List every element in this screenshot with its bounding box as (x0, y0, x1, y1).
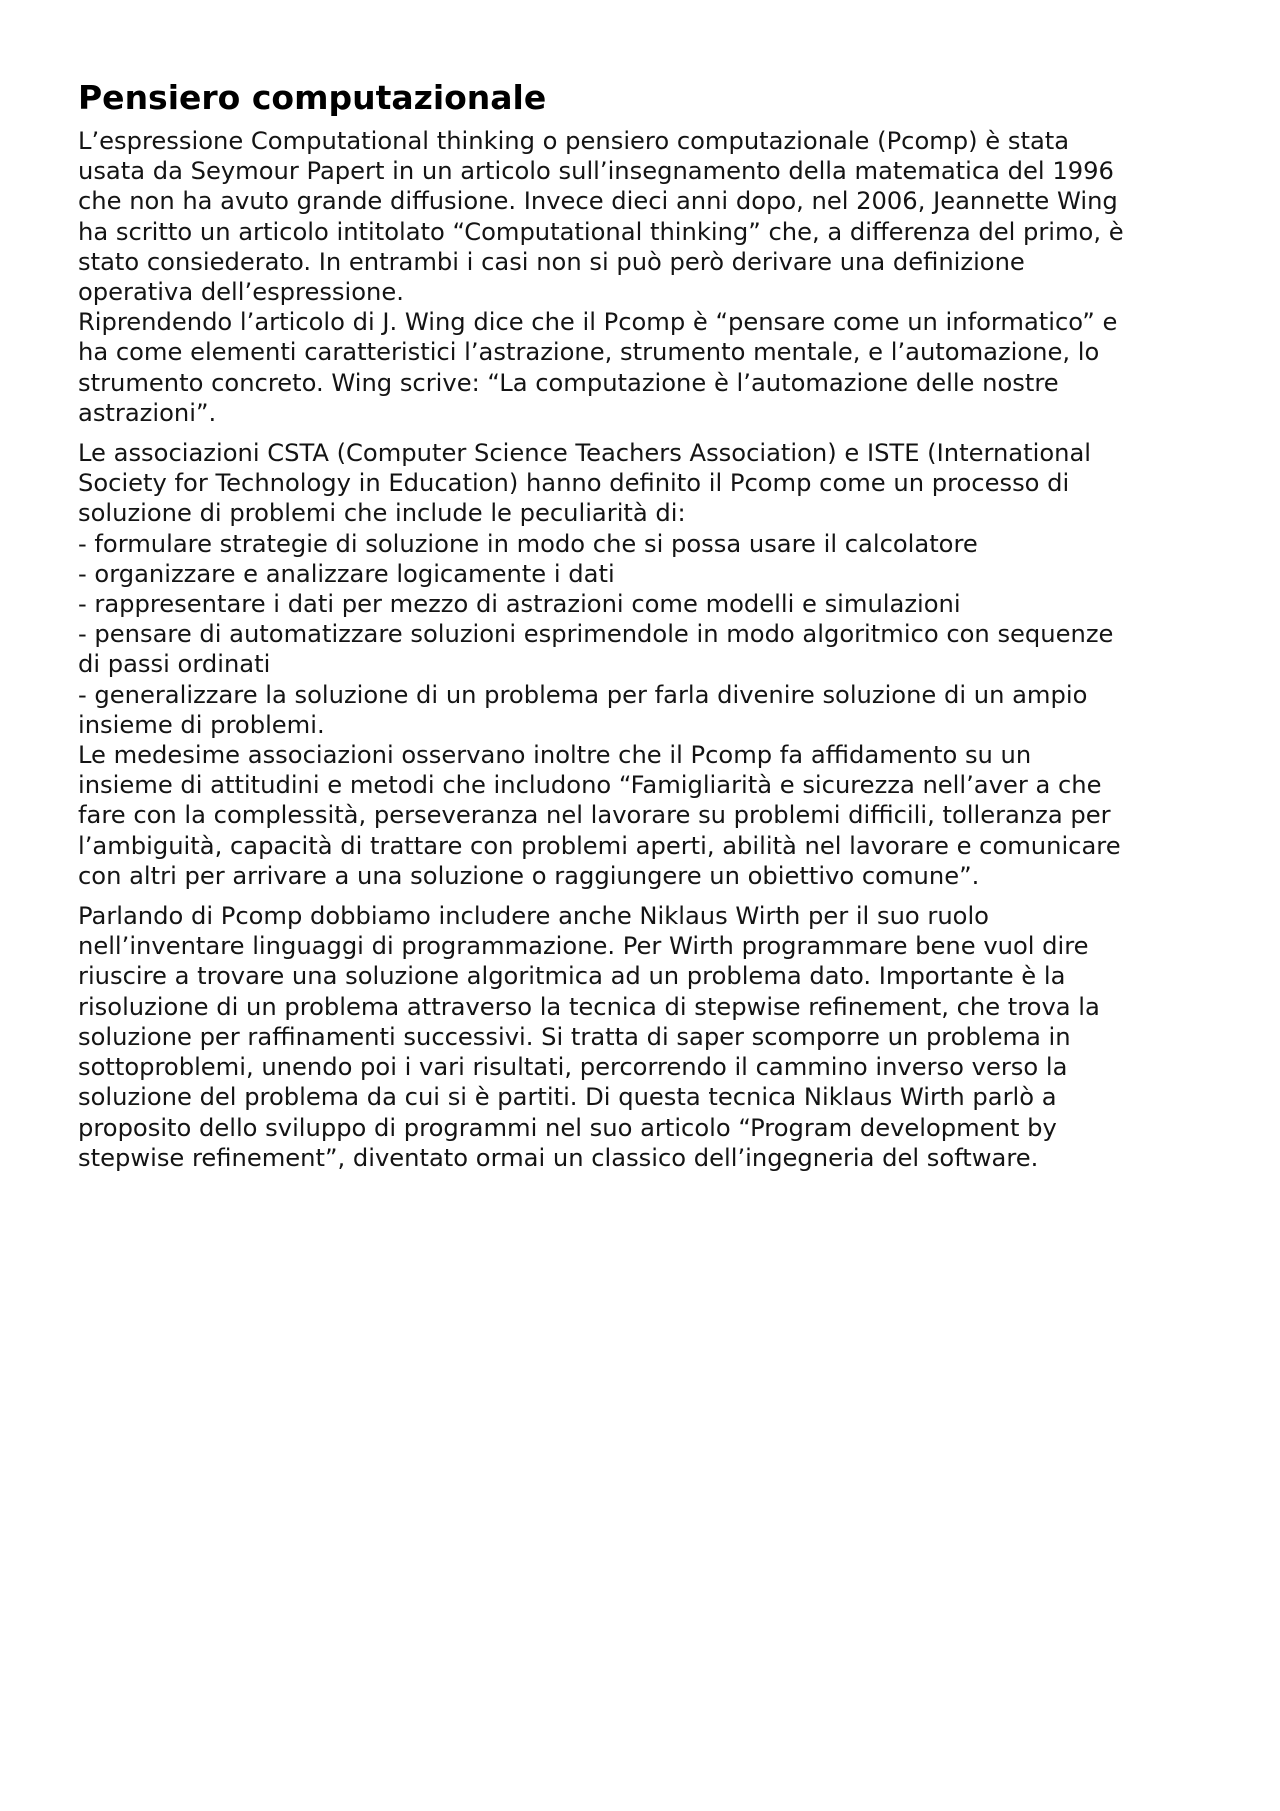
text-line: soluzione per raffinamenti successivi. Si tratta di saper scomporre un problema in (78, 1022, 1071, 1051)
list-item: - organizzare e analizzare logicamente i dati (78, 559, 615, 588)
text-line: proposito dello sviluppo di programmi nel suo articolo “Program development by (78, 1113, 1057, 1142)
paragraph-wirth (78, 901, 1218, 1173)
list-item: - rappresentare i dati per mezzo di astrazioni come modelli e simulazioni (78, 590, 961, 619)
text-line: Society for Technology in Education) hanno definito il Pcomp come un processo di (78, 469, 1070, 498)
list-item: - pensare di automatizzare soluzioni esprimendole in modo algoritmico con sequenze (78, 620, 1114, 649)
text-line: con altri per arrivare a una soluzione o raggiungere un obiettivo comune”. (78, 861, 980, 890)
text-line: nell’inventare linguaggi di programmazione. Per Wirth programmare bene vuol dire (78, 932, 1089, 961)
list-item: - formulare strategie di soluzione in modo che si possa usare il calcolatore (78, 529, 978, 558)
text-line: insieme di attitudini e metodi che includono “Famigliarità e sicurezza nell’aver a che (78, 771, 1102, 800)
text-line: l’ambiguità, capacità di trattare con problemi aperti, abilità nel lavorare e comunicare (78, 831, 1121, 860)
text-line: riuscire a trovare una soluzione algoritmica ad un problema dato. Importante è la (78, 962, 1066, 991)
text-line: sottoproblemi, unendo poi i vari risultati, percorrendo il cammino inverso verso la (78, 1053, 1068, 1082)
paragraph-attitudes (78, 740, 1218, 891)
text-line: ha come elementi caratteristici l’astrazione, strumento mentale, e l’automazione, lo (78, 338, 1100, 367)
document-page (78, 76, 1218, 1173)
text-line: ha scritto un articolo intitolato “Computational thinking” che, a differenza del primo, è (78, 217, 1124, 246)
text-line: Le medesime associazioni osservano inoltre che il Pcomp fa affidamento su un (78, 741, 1032, 770)
text-line: Parlando di Pcomp dobbiamo includere anche Niklaus Wirth per il suo ruolo (78, 902, 989, 931)
paragraph-csta-iste (78, 438, 1218, 740)
text-line: operativa dell’espressione. (78, 278, 404, 307)
list-item: insieme di problemi. (78, 710, 325, 739)
text-line: soluzione del problema da cui si è partiti. Di questa tecnica Niklaus Wirth parlò a (78, 1083, 1057, 1112)
text-line: astrazioni”. (78, 398, 217, 427)
text-line: Le associazioni CSTA (Computer Science Teachers Association) e ISTE (International (78, 439, 1091, 468)
text-line: fare con la complessità, perseveranza nel lavorare su problemi difficili, tolleranza per (78, 801, 1111, 830)
paragraph-intro (78, 126, 1218, 307)
text-line: strumento concreto. Wing scrive: “La computazione è l’automazione delle nostre (78, 368, 1059, 397)
text-line: L’espressione Computational thinking o pensiero computazionale (Pcomp) è stata (78, 127, 1070, 155)
text-line: che non ha avuto grande diffusione. Invece dieci anni dopo, nel 2006, Jeannette Wing (78, 187, 1118, 216)
text-line: Riprendendo l’articolo di J. Wing dice che il Pcomp è “pensare come un informatico” e (78, 308, 1118, 337)
paragraph-wing (78, 307, 1218, 428)
text-line: stepwise refinement”, diventato ormai un classico dell’ingegneria del software. (78, 1143, 1039, 1172)
list-item: - generalizzare la soluzione di un problema per farla divenire soluzione di un ampio (78, 680, 1088, 709)
list-item: di passi ordinati (78, 650, 271, 679)
text-line: risoluzione di un problema attraverso la tecnica di stepwise refinement, che trova la (78, 992, 1100, 1021)
text-line: usata da Seymour Papert in un articolo sull’insegnamento della matematica del 1996 (78, 157, 1114, 186)
text-line: soluzione di problemi che include le peculiarità di: (78, 499, 686, 528)
text-line: stato consiederato. In entrambi i casi non si può però derivare una definizione (78, 247, 1025, 276)
page-title: Pensiero computazionale (78, 78, 547, 117)
